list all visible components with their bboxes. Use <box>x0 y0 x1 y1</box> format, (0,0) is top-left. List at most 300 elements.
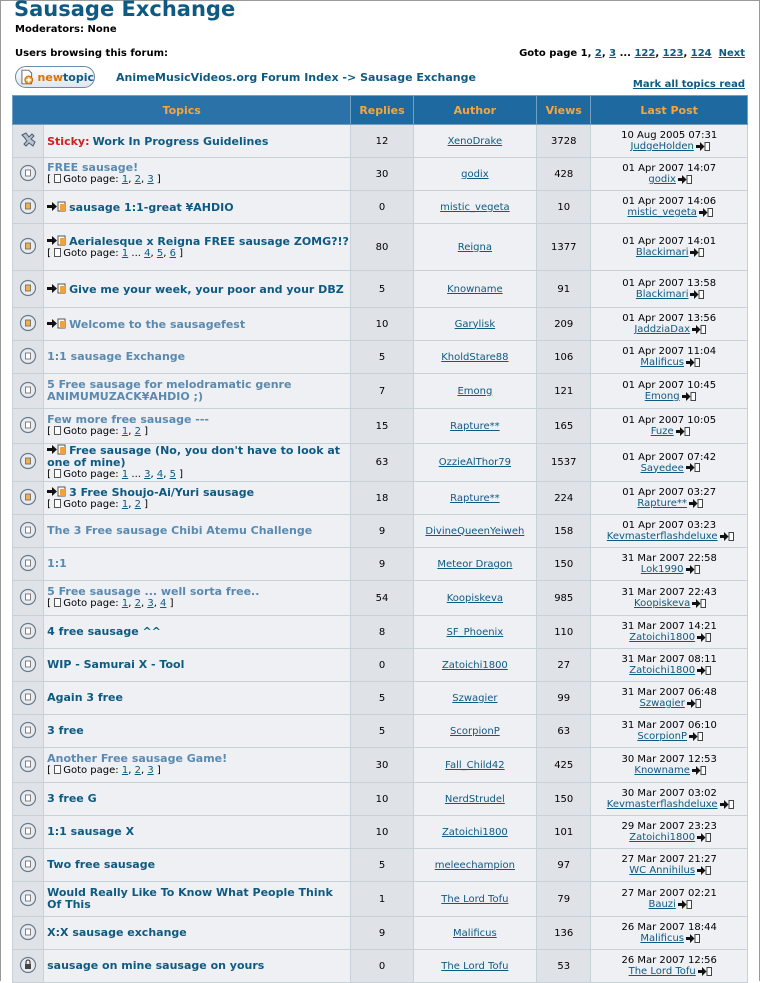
newest-post-icon[interactable] <box>47 235 67 246</box>
newest-post-icon[interactable] <box>47 486 67 497</box>
table-row <box>13 849 748 882</box>
last-post-user-link[interactable]: Kevmasterflashdeluxe <box>606 799 718 810</box>
view-latest-post-icon[interactable] <box>692 599 704 608</box>
newest-post-icon[interactable] <box>47 283 67 294</box>
last-post-user-link[interactable]: Rapture** <box>637 498 687 509</box>
last-post-user-link[interactable]: Malificus <box>640 933 684 944</box>
moderators-label: Moderators: None <box>15 24 117 35</box>
last-post-user-link[interactable]: Zatoichi1800 <box>629 632 696 643</box>
view-latest-post-icon[interactable] <box>689 499 701 508</box>
last-post-date: 27 Mar 2007 02:21 <box>621 888 717 899</box>
last-post-cell <box>591 816 748 849</box>
last-post-cell <box>591 515 748 548</box>
topic-status-cell <box>13 682 44 715</box>
topic-cell <box>44 715 351 748</box>
author-link[interactable]: Malificus <box>453 927 497 939</box>
topic-status-cell <box>13 482 44 515</box>
views-cell: 106 <box>537 341 591 374</box>
author-cell <box>413 649 537 682</box>
topic-title-link[interactable]: 1:1 sausage Exchange <box>47 350 186 363</box>
author-cell <box>413 224 537 271</box>
last-post-user-link[interactable]: Zatoichi1800 <box>629 665 696 676</box>
author-link[interactable]: Rapture** <box>450 420 500 432</box>
table-row <box>13 125 748 158</box>
view-latest-post-icon[interactable] <box>686 565 698 574</box>
replies-cell: 0 <box>351 649 413 682</box>
topic-goto-pages: [ Goto page: 1, 2 ] <box>47 498 149 510</box>
topic-title-link[interactable]: FREE sausage! <box>47 161 139 174</box>
author-cell <box>413 125 537 158</box>
replies-cell: 9 <box>351 917 413 950</box>
last-post-user-link[interactable]: JudgeHolden <box>630 141 694 152</box>
replies-cell: 9 <box>351 515 413 548</box>
newest-post-icon[interactable] <box>47 201 67 212</box>
users-browsing-label: Users browsing this forum: <box>15 48 169 59</box>
author-link[interactable]: KholdStare88 <box>441 351 509 363</box>
page-link-3[interactable]: 3 <box>609 48 617 59</box>
topic-page-link[interactable]: 2 <box>134 426 141 437</box>
last-post-date: 30 Mar 2007 03:02 <box>621 788 717 799</box>
table-row <box>13 409 748 444</box>
table-row <box>13 482 748 515</box>
author-link[interactable]: Knowname <box>447 283 503 295</box>
topic-page-link[interactable]: 1 <box>121 765 129 776</box>
replies-cell: 10 <box>351 783 413 816</box>
table-row <box>13 882 748 917</box>
breadcrumb-current[interactable]: Sausage Exchange <box>360 71 476 84</box>
topic-cell <box>44 125 351 158</box>
page-link-124[interactable]: 124 <box>690 48 712 59</box>
table-row <box>13 341 748 374</box>
author-cell <box>413 158 537 191</box>
last-post-cell <box>591 849 748 882</box>
header-topics: Topics <box>13 96 351 125</box>
last-post-cell <box>591 409 748 444</box>
last-post-cell <box>591 682 748 715</box>
topic-page-link[interactable]: 1 <box>121 469 129 480</box>
topic-title-link[interactable]: Work In Progress Guidelines <box>92 134 269 148</box>
topic-status-cell <box>13 308 44 341</box>
last-post-date: 01 Apr 2007 14:06 <box>622 196 717 207</box>
topic-page-link[interactable]: 1 <box>121 498 129 510</box>
new-topic-label-new: new <box>37 70 64 84</box>
topic-title-link[interactable]: WIP - Samurai X - Tool <box>47 658 185 671</box>
topic-cell <box>44 917 351 950</box>
last-post-user-link[interactable]: Fuze <box>650 426 674 437</box>
view-latest-post-icon[interactable] <box>699 208 711 217</box>
view-latest-post-icon[interactable] <box>676 427 688 436</box>
topic-folder-icon <box>19 799 37 810</box>
topic-cell <box>44 882 351 917</box>
topic-title-link[interactable]: Would Really Like To Know What People Think Of This <box>47 886 333 911</box>
goto-page-label: Goto page: <box>63 469 119 480</box>
replies-cell: 10 <box>351 308 413 341</box>
author-link[interactable]: Fall_Child42 <box>445 759 505 771</box>
last-post-date: 01 Apr 2007 03:27 <box>622 487 717 498</box>
header-replies: Replies <box>351 96 413 125</box>
last-post-cell <box>591 649 748 682</box>
new-posts-folder-icon <box>19 498 37 509</box>
topic-page-link[interactable]: 6 <box>169 247 176 259</box>
last-post-user-link[interactable]: Zatoichi1800 <box>629 832 696 843</box>
view-latest-post-icon[interactable] <box>697 633 709 642</box>
table-row <box>13 158 748 191</box>
topic-page-link[interactable]: 4 <box>156 469 164 480</box>
author-link[interactable]: XenoDrake <box>447 135 503 147</box>
view-latest-post-icon[interactable] <box>686 358 698 367</box>
last-post-date: 01 Apr 2007 10:05 <box>622 415 717 426</box>
topic-cell <box>44 816 351 849</box>
views-cell: 428 <box>537 158 591 191</box>
topic-goto-pages: [ Goto page: 1 ... 3, 4, 5 ] <box>47 469 184 480</box>
topic-folder-icon <box>19 698 37 709</box>
topic-folder-icon <box>19 832 37 843</box>
last-post-cell <box>591 125 748 158</box>
mark-all-read-link[interactable]: Mark all topics read <box>632 79 745 90</box>
topic-folder-icon <box>19 632 37 643</box>
author-cell <box>413 682 537 715</box>
last-post-user-link[interactable]: JaddziaDax <box>634 324 691 335</box>
replies-cell: 54 <box>351 581 413 616</box>
table-row <box>13 224 748 271</box>
topic-title-link[interactable]: Two free sausage <box>47 858 156 871</box>
view-latest-post-icon[interactable] <box>689 732 701 741</box>
topic-folder-icon <box>19 765 37 776</box>
topic-title-link[interactable]: sausage 1:1-great ¥AHDIO <box>69 200 234 214</box>
page-doc-icon <box>54 248 61 257</box>
table-row <box>13 616 748 649</box>
author-link[interactable]: OzzieAlThor79 <box>438 457 512 468</box>
topics-table <box>12 95 748 983</box>
view-latest-post-icon[interactable] <box>697 833 709 842</box>
author-link[interactable]: Szwagier <box>452 692 498 704</box>
topic-page-link[interactable]: 2 <box>134 498 141 510</box>
topic-status-cell <box>13 374 44 409</box>
view-latest-post-icon[interactable] <box>692 325 704 334</box>
last-post-user-link[interactable]: Blackimari <box>635 289 689 300</box>
breadcrumb <box>116 71 476 84</box>
views-cell: 150 <box>537 783 591 816</box>
topic-title-link[interactable]: 1:1 <box>47 557 67 570</box>
author-link[interactable]: mistic_vegeta <box>440 201 510 213</box>
last-post-user-link[interactable]: The Lord Tofu <box>628 966 696 977</box>
replies-cell: 0 <box>351 950 413 983</box>
author-cell <box>413 816 537 849</box>
last-post-date: 31 Mar 2007 08:11 <box>621 654 717 665</box>
views-cell: 136 <box>537 917 591 950</box>
topic-page-link[interactable]: 3 <box>147 598 154 609</box>
topic-page-link[interactable]: 4 <box>144 247 151 259</box>
topic-folder-icon <box>19 598 37 609</box>
views-cell: 27 <box>537 649 591 682</box>
last-post-user-link[interactable]: Koopiskeva <box>634 598 691 609</box>
topic-status-cell <box>13 783 44 816</box>
locked-topic-icon <box>19 966 37 977</box>
topic-page-link[interactable]: 5 <box>156 247 164 259</box>
topic-page-link[interactable]: 5 <box>169 469 176 480</box>
topic-page-link[interactable]: 3 <box>147 765 154 776</box>
author-link[interactable]: SF_Phoenix <box>446 626 504 638</box>
topic-status-cell <box>13 581 44 616</box>
last-post-user-link[interactable]: Sayedee <box>640 462 684 474</box>
topic-folder-icon <box>19 933 37 944</box>
view-latest-post-icon[interactable] <box>682 392 694 401</box>
topic-goto-pages: [ Goto page: 1, 2, 3 ] <box>47 174 161 185</box>
view-latest-post-icon[interactable] <box>692 766 704 775</box>
last-post-user-link[interactable]: ScorpionP <box>637 731 688 742</box>
replies-cell: 80 <box>351 224 413 271</box>
topic-folder-icon <box>19 391 37 402</box>
topic-page-link[interactable]: 3 <box>147 174 154 185</box>
topic-status-cell <box>13 158 44 191</box>
topic-folder-icon <box>19 426 37 437</box>
topic-title-link[interactable]: 4 free sausage ^^ <box>47 625 161 638</box>
author-link[interactable]: Koopiskeva <box>446 592 503 604</box>
new-topic-icon <box>19 69 35 85</box>
last-post-date: 01 Apr 2007 14:01 <box>622 236 717 247</box>
last-post-user-link[interactable]: Malificus <box>640 357 684 368</box>
replies-cell: 5 <box>351 341 413 374</box>
replies-cell: 1 <box>351 882 413 917</box>
last-post-date: 01 Apr 2007 11:04 <box>622 346 717 357</box>
newest-post-icon[interactable] <box>47 318 67 329</box>
view-latest-post-icon[interactable] <box>698 967 710 976</box>
topic-title-link[interactable]: 5 Free sausage for melodramatic genre ANIMUMUZACK¥AHDIO ;) <box>47 378 292 403</box>
last-post-user-link[interactable]: Szwagier <box>639 698 685 709</box>
topic-cell <box>44 271 351 308</box>
author-link[interactable]: Zatoichi1800 <box>441 659 508 671</box>
last-post-date: 01 Apr 2007 07:42 <box>622 451 717 463</box>
topic-status-cell <box>13 748 44 783</box>
table-row <box>13 816 748 849</box>
forum-title[interactable]: Sausage Exchange <box>14 0 236 21</box>
last-post-date: 31 Mar 2007 06:10 <box>621 720 717 731</box>
table-row <box>13 374 748 409</box>
last-post-user-link[interactable]: WC Annihilus <box>629 865 696 876</box>
topic-title-link[interactable]: 1:1 sausage X <box>47 825 135 838</box>
topic-title-link[interactable]: Give me your week, your poor and your DBZ <box>69 282 344 296</box>
last-post-cell <box>591 581 748 616</box>
topic-title-link[interactable]: The 3 Free sausage Chibi Atemu Challenge <box>47 524 313 537</box>
topic-title-link[interactable]: 5 Free sausage ... well sorta free.. <box>47 585 260 598</box>
last-post-date: 01 Apr 2007 13:56 <box>622 313 717 324</box>
last-post-date: 27 Mar 2007 21:27 <box>621 854 717 865</box>
topic-title-link[interactable]: Aerialesque x Reigna FREE sausage ZOMG?!? <box>69 234 349 248</box>
replies-cell: 10 <box>351 816 413 849</box>
last-post-cell <box>591 224 748 271</box>
view-latest-post-icon[interactable] <box>697 866 709 875</box>
page-link-123[interactable]: 123 <box>662 48 684 59</box>
last-post-user-link[interactable]: Blackimari <box>635 247 689 258</box>
last-post-user-link[interactable]: Emong <box>644 391 680 402</box>
replies-cell: 15 <box>351 409 413 444</box>
last-post-date: 29 Mar 2007 23:23 <box>621 821 717 832</box>
table-row <box>13 682 748 715</box>
views-cell: 110 <box>537 616 591 649</box>
page-link-122[interactable]: 122 <box>634 48 656 59</box>
new-posts-folder-icon <box>19 247 37 258</box>
topic-title-link[interactable]: Another Free sausage Game! <box>47 752 228 765</box>
author-link[interactable]: ScorpionP <box>450 725 500 737</box>
table-row <box>13 748 748 783</box>
view-latest-post-icon[interactable] <box>678 175 690 184</box>
views-cell: 1537 <box>537 444 591 482</box>
last-post-user-link[interactable]: Lok1990 <box>640 564 684 575</box>
topic-folder-icon <box>19 357 37 368</box>
replies-cell: 63 <box>351 444 413 482</box>
breadcrumb-separator: -> <box>342 71 357 84</box>
view-latest-post-icon[interactable] <box>678 900 690 909</box>
page-doc-icon <box>54 174 61 183</box>
last-post-date: 31 Mar 2007 14:21 <box>621 621 717 632</box>
last-post-cell <box>591 748 748 783</box>
last-post-date: 01 Apr 2007 14:07 <box>622 163 717 174</box>
author-link[interactable]: Reigna <box>457 241 492 253</box>
author-link[interactable]: Zatoichi1800 <box>441 826 508 838</box>
last-post-cell <box>591 917 748 950</box>
last-post-cell <box>591 482 748 515</box>
topic-page-link[interactable]: 1 <box>121 174 129 185</box>
page-doc-icon <box>54 598 61 607</box>
breadcrumb-forum-index[interactable]: AnimeMusicVideos.org Forum Index <box>116 71 339 84</box>
last-post-date: 26 Mar 2007 12:56 <box>621 955 717 966</box>
view-latest-post-icon[interactable] <box>697 666 709 675</box>
last-post-user-link[interactable]: Bauzi <box>648 899 676 910</box>
page-link-2[interactable]: 2 <box>594 48 602 59</box>
author-cell <box>413 444 537 482</box>
author-link[interactable]: NerdStrudel <box>444 793 505 805</box>
last-post-cell <box>591 548 748 581</box>
views-cell: 224 <box>537 482 591 515</box>
topic-cell <box>44 191 351 224</box>
view-latest-post-icon[interactable] <box>720 532 732 541</box>
topic-folder-icon <box>19 731 37 742</box>
topic-cell <box>44 849 351 882</box>
view-latest-post-icon[interactable] <box>720 800 732 809</box>
table-row <box>13 581 748 616</box>
topic-title-link[interactable]: 3 Free Shoujo-Ai/Yuri sausage <box>69 485 255 499</box>
goto-page-label: Goto page: <box>63 174 119 185</box>
topic-page-link[interactable]: 4 <box>160 598 167 609</box>
topic-folder-icon <box>19 899 37 910</box>
last-post-user-link[interactable]: godix <box>648 174 676 185</box>
replies-cell: 30 <box>351 748 413 783</box>
topic-title-link[interactable]: Few more free sausage --- <box>47 413 209 426</box>
topic-title-link[interactable]: 3 free G <box>47 792 97 805</box>
last-post-date: 31 Mar 2007 22:58 <box>621 553 717 564</box>
table-row <box>13 191 748 224</box>
views-cell: 121 <box>537 374 591 409</box>
author-link[interactable]: The Lord Tofu <box>441 960 509 972</box>
replies-cell: 5 <box>351 715 413 748</box>
author-cell <box>413 581 537 616</box>
view-latest-post-icon[interactable] <box>696 142 708 151</box>
author-link[interactable]: Rapture** <box>450 492 500 504</box>
topic-goto-pages: [ Goto page: 1, 2 ] <box>47 426 149 437</box>
views-cell: 425 <box>537 748 591 783</box>
view-latest-post-icon[interactable] <box>690 248 702 257</box>
newest-post-icon[interactable] <box>47 444 67 455</box>
topic-title-link[interactable]: Again 3 free <box>47 691 123 704</box>
topic-page-link[interactable]: 2 <box>134 765 141 776</box>
new-posts-folder-icon <box>19 462 37 473</box>
topic-folder-icon <box>19 665 37 676</box>
pagination-prefix: Goto page 1, <box>519 48 592 59</box>
topic-folder-icon <box>19 865 37 876</box>
author-link[interactable]: The Lord Tofu <box>441 893 509 905</box>
last-post-user-link[interactable]: Knowname <box>634 765 690 776</box>
topic-page-link[interactable]: 2 <box>134 174 141 185</box>
last-post-cell <box>591 374 748 409</box>
topic-status-cell <box>13 882 44 917</box>
views-cell: 53 <box>537 950 591 983</box>
topic-page-link[interactable]: 3 <box>144 469 151 480</box>
last-post-cell <box>591 444 748 482</box>
author-link[interactable]: DivineQueenYeiweh <box>425 525 525 537</box>
last-post-user-link[interactable]: Kevmasterflashdeluxe <box>606 531 718 542</box>
new-topic-button[interactable] <box>15 66 95 88</box>
topic-page-link[interactable]: 1 <box>121 598 129 609</box>
last-post-cell <box>591 616 748 649</box>
author-cell <box>413 950 537 983</box>
author-link[interactable]: Emong <box>457 385 493 397</box>
author-cell <box>413 548 537 581</box>
last-post-cell <box>591 783 748 816</box>
topic-page-link[interactable]: 1 <box>121 426 129 437</box>
topic-title-link[interactable]: X:X sausage exchange <box>47 926 187 939</box>
author-cell <box>413 374 537 409</box>
view-latest-post-icon[interactable] <box>690 290 702 299</box>
table-row <box>13 917 748 950</box>
topic-cell <box>44 950 351 983</box>
topic-page-link[interactable]: 1 <box>121 247 129 259</box>
view-latest-post-icon[interactable] <box>686 463 698 472</box>
topic-status-cell <box>13 715 44 748</box>
replies-cell: 5 <box>351 271 413 308</box>
next-page-link[interactable]: Next <box>718 48 745 59</box>
pagination-ellipsis: ... <box>619 48 631 59</box>
topic-cell <box>44 482 351 515</box>
author-link[interactable]: Meteor Dragon <box>437 558 513 570</box>
topic-page-link[interactable]: 2 <box>134 598 141 609</box>
author-link[interactable]: godix <box>461 168 489 180</box>
topic-title-link[interactable]: sausage on mine sausage on yours <box>47 959 265 972</box>
author-cell <box>413 783 537 816</box>
page-doc-icon <box>54 426 61 435</box>
view-latest-post-icon[interactable] <box>687 699 699 708</box>
author-link[interactable]: Garylisk <box>454 318 496 330</box>
topic-cell <box>44 515 351 548</box>
last-post-date: 10 Aug 2005 07:31 <box>621 130 718 141</box>
last-post-cell <box>591 950 748 983</box>
goto-page-label: Goto page: <box>63 498 119 510</box>
topic-title-link[interactable]: 3 free <box>47 724 84 737</box>
last-post-user-link[interactable]: mistic_vegeta <box>627 207 697 218</box>
last-post-date: 30 Mar 2007 12:53 <box>621 754 717 765</box>
author-cell <box>413 271 537 308</box>
views-cell: 91 <box>537 271 591 308</box>
topic-title-link[interactable]: Welcome to the sausagefest <box>69 317 246 331</box>
author-cell <box>413 715 537 748</box>
pagination: Goto page 1, 2, 3 ... 122, 123, 124 Next <box>519 48 745 59</box>
goto-page-label: Goto page: <box>63 247 119 259</box>
topic-title-link[interactable]: Free sausage (No, you don't have to look at one of mine) <box>47 444 341 469</box>
views-cell: 97 <box>537 849 591 882</box>
replies-cell: 18 <box>351 482 413 515</box>
author-link[interactable]: meleechampion <box>434 859 515 871</box>
view-latest-post-icon[interactable] <box>686 934 698 943</box>
topic-cell <box>44 616 351 649</box>
